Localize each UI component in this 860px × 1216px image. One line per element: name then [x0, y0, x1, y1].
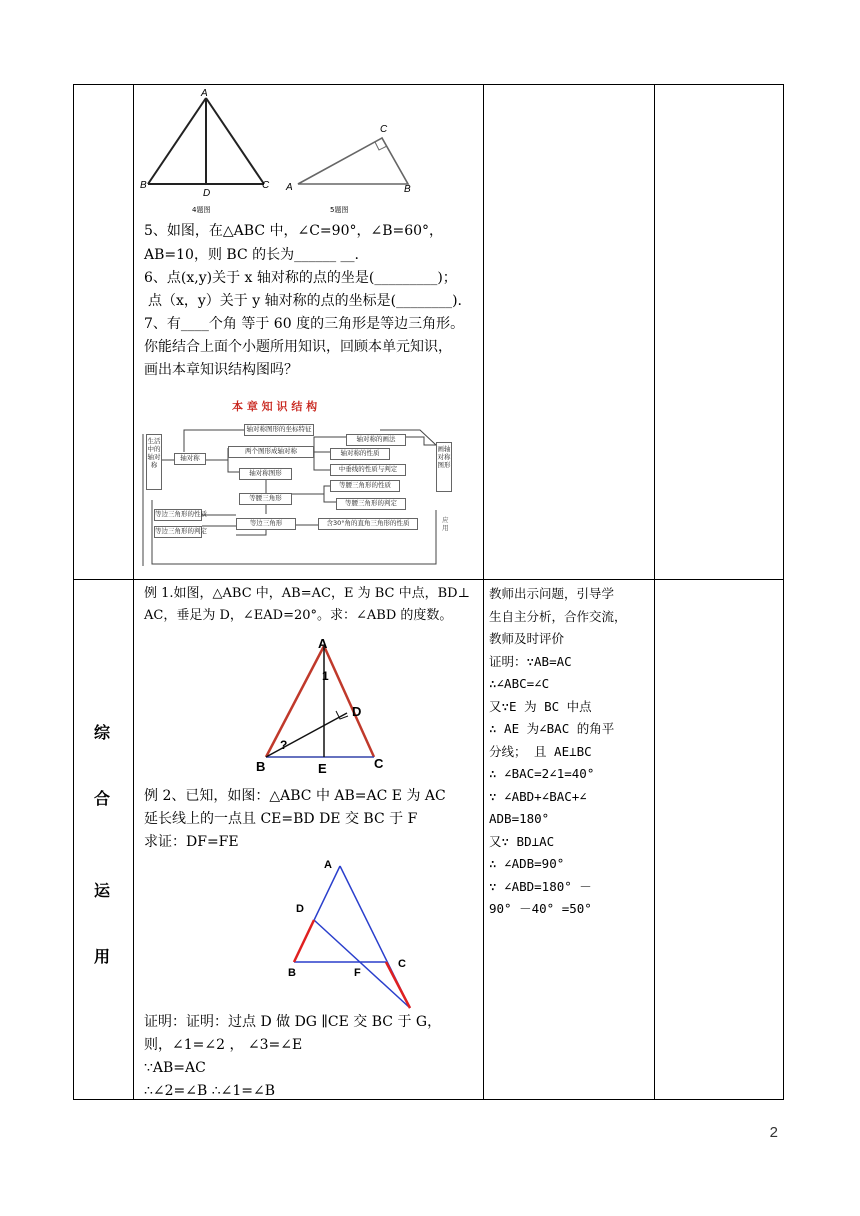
- knowledge-structure-diagram: [140, 390, 470, 570]
- knowledge-map-title: 本 章 知 识 结 构: [232, 400, 318, 413]
- fig5-label-A: A: [286, 182, 293, 193]
- proof-2-line-4: ∴∠2=∠B ∴∠1=∠B: [144, 1083, 276, 1099]
- example-1-line-2: AC，垂足为 D，∠EAD=20°。求：∠ABD 的度数。: [144, 608, 453, 623]
- example-1-line-1: 例 1.如图，△ABC 中，AB=AC，E 为 BC 中点，BD⊥: [144, 586, 470, 601]
- section-char-3: 运: [93, 881, 110, 900]
- example-1-figure: [252, 636, 402, 776]
- fig5-label-B: B: [404, 184, 411, 195]
- km-draw-box: 轴对称的画法: [346, 434, 406, 446]
- proof-2-line-3: ∵AB=AC: [144, 1060, 206, 1076]
- teacher-line: 又∵E 为 BC 中点: [489, 698, 592, 714]
- fig5-label-C: C: [380, 124, 388, 135]
- ex2-label-A: A: [324, 859, 332, 871]
- column-divider-1: [133, 85, 134, 1099]
- knowledge-map-connectors: [140, 390, 470, 570]
- proof-2-line-1: 证明：证明：过点 D 做 DG ∥CE 交 BC 于 G，: [144, 1014, 442, 1030]
- teacher-line: ∵ ∠ABD=180° －: [489, 878, 592, 894]
- ex1-label-A: A: [318, 636, 328, 651]
- ex2-label-D: D: [296, 903, 304, 915]
- question-5-line-2: AB=10，则 BC 的长为______ __.: [144, 247, 360, 263]
- fig4-label-B: B: [140, 180, 147, 191]
- km-isos-judge-box: 等腰三角形的判定: [336, 498, 406, 510]
- km-axis-prop-box: 轴对称的性质: [330, 448, 390, 460]
- section-char-4: 用: [93, 947, 110, 966]
- example-2-line-1: 例 2、已知，如图：△ABC 中 AB=AC E 为 AC: [144, 788, 446, 804]
- section-char-1: 综: [93, 723, 110, 742]
- ex1-label-q: ?: [280, 738, 288, 752]
- km-coord-box: 轴对称图形的坐标特征: [244, 424, 314, 436]
- km-two-fig-box: 两个图形成轴对称: [228, 446, 314, 458]
- ex1-label-E: E: [318, 761, 327, 776]
- km-axis-box: 轴对称: [174, 453, 206, 465]
- teacher-line: ∴∠ABC=∠C: [489, 676, 550, 691]
- column-divider-2: [483, 85, 484, 1099]
- km-equi-box: 等边三角形: [236, 518, 296, 530]
- teacher-line: 证明：∵AB=AC: [489, 653, 572, 669]
- km-axis-fig-box: 轴对称图形: [239, 468, 292, 480]
- km-isos-box: 等腰三角形: [239, 493, 292, 505]
- question-7-line-3: 画出本章知识结构图吗？: [144, 362, 298, 378]
- figure-5-right-triangle: [284, 120, 424, 200]
- ex1-label-C: C: [374, 756, 384, 771]
- figure-5-caption: 5题图: [330, 206, 349, 214]
- ex2-label-B: B: [288, 967, 296, 979]
- column-divider-3: [654, 85, 655, 1099]
- ex1-label-B: B: [256, 759, 266, 774]
- question-7-line-2: 你能结合上面个小题所用知识，回顾本单元知识，: [144, 339, 452, 355]
- fig4-label-D: D: [203, 188, 211, 199]
- teacher-line: ∴ ∠BAC=2∠1=40°: [489, 766, 595, 781]
- teacher-line: 教师出示问题，引导学: [489, 586, 615, 601]
- page-number: 2: [769, 1124, 778, 1141]
- example-2-figure: [282, 852, 422, 1012]
- question-6-line-2: 点（x，y）关于 y 轴对称的点的坐标是(________).: [148, 293, 462, 309]
- teacher-line: 生自主分析，合作交流，: [489, 608, 627, 624]
- km-isos-prop-box: 等腰三角形的性质: [330, 480, 400, 492]
- proof-2-line-2: 则，∠1=∠2 ， ∠3=∠E: [144, 1037, 303, 1053]
- question-7-line-1: 7、有____个角 等于 60 度的三角形是等边三角形。: [144, 316, 465, 332]
- km-equi-prop-box: 等边三角形的性质: [154, 509, 202, 521]
- row-divider: [74, 579, 783, 580]
- km-perp-bis-box: 中垂线的性质与判定: [330, 464, 406, 476]
- fig4-label-C: C: [262, 180, 270, 191]
- km-equi-judge-box: 等边三角形的判定: [154, 526, 202, 538]
- teacher-line: 又∵ BD⊥AC: [489, 833, 555, 849]
- fig4-label-A: A: [201, 88, 208, 99]
- question-6-line-1: 6、点(x,y)关于 x 轴对称的点的坐是(_________)；: [144, 270, 457, 286]
- teacher-line: 教师及时评价: [489, 631, 565, 646]
- ex2-label-F: F: [354, 967, 361, 979]
- teacher-line: ∴ ∠ADB=90°: [489, 856, 565, 871]
- teacher-line: 90° －40° =50°: [489, 901, 592, 916]
- teacher-line: ∴ AE 为∠BAC 的角平: [489, 721, 615, 736]
- section-char-2: 合: [93, 789, 110, 808]
- km-apply-label: 应用: [442, 516, 449, 532]
- example-2-line-3: 求证：DF=FE: [144, 834, 239, 850]
- teacher-line: ∵ ∠ABD+∠BAC+∠: [489, 788, 587, 804]
- question-5-line-1: 5、如图，在△ABC 中，∠C=90°，∠B=60°，: [144, 223, 444, 239]
- figure-4-caption: 4题图: [192, 206, 211, 214]
- figure-4-isosceles-triangle: [138, 88, 278, 208]
- ex1-label-D: D: [352, 704, 362, 719]
- ex1-label-1: 1: [322, 669, 329, 683]
- km-right-box: 画轴对称图形: [436, 442, 452, 492]
- teacher-activity-column: [489, 583, 649, 921]
- teacher-line: 分线； 且 AE⊥BC: [489, 743, 592, 759]
- teacher-line: ADB=180°: [489, 811, 550, 826]
- example-2-line-2: 延长线上的一点且 CE=BD DE 交 BC 于 F: [144, 811, 418, 827]
- km-left-box: 生活中的轴对称: [146, 434, 162, 490]
- ex2-label-C: C: [398, 958, 406, 970]
- km-right30-box: 含30°角的直角三角形的性质: [318, 518, 418, 530]
